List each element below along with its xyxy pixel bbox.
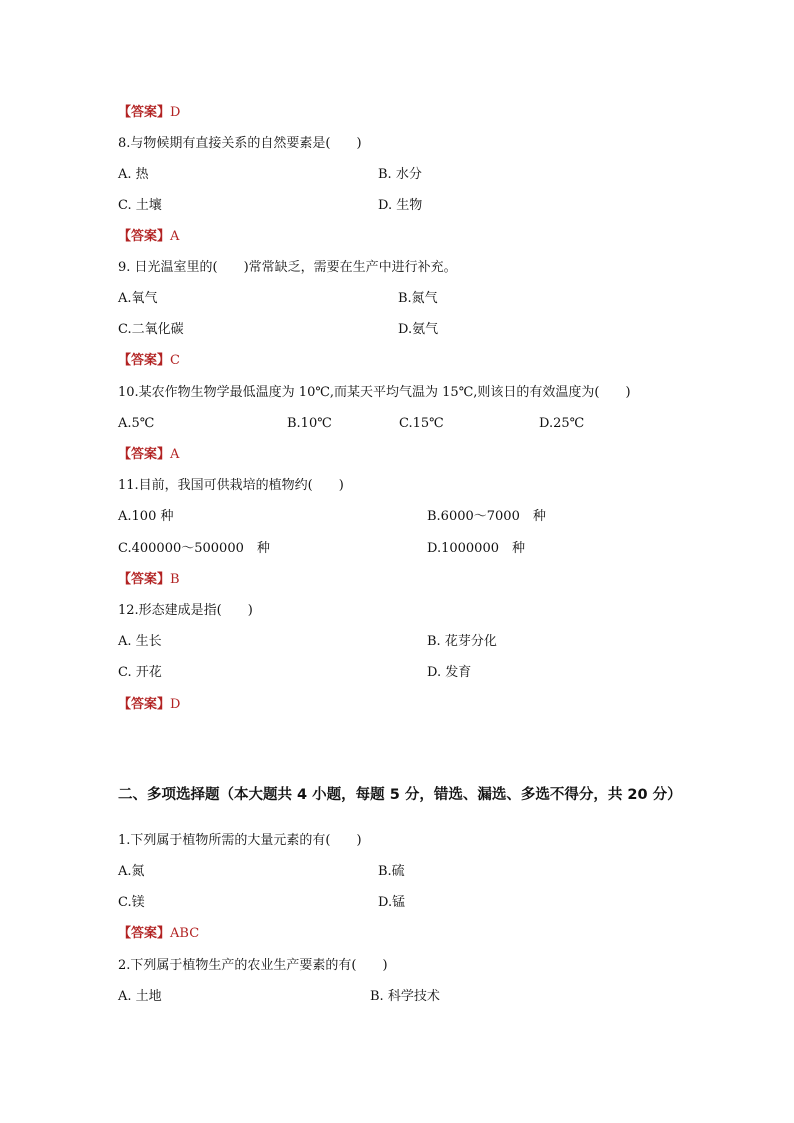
m1-option-b: B.硫 [378,864,405,879]
answer-label: 【答案】 [118,572,171,587]
m2-option-b: B. 科学技术 [370,989,440,1004]
q9-option-b: B.氮气 [398,291,438,306]
answer-q10 [118,447,179,463]
answer-label: 【答案】 [118,353,171,368]
section-2-heading: 二、多项选择题（本大题共 4 小题，每题 5 分，错选、漏选、多选不得分，共 20 分） [118,787,682,803]
q11-option-d: D.1000000 种 [427,541,525,556]
answer-value: A [170,229,180,244]
q9-option-d: D.氨气 [398,322,439,337]
answer-label: 【答案】 [118,926,171,941]
answer-q11 [118,572,180,588]
q12-option-d: D. 发育 [427,665,472,680]
q8-option-c: C. 土壤 [118,198,162,213]
answer-label: 【答案】 [118,229,171,244]
answer-value: C [170,353,180,368]
answer-label: 【答案】 [118,105,171,120]
answer-q12 [118,697,180,713]
answer-value: D [170,697,181,712]
q11-option-b: B.6000～7000 种 [427,509,546,524]
question-11-stem: 11.目前，我国可供栽培的植物约( ) [118,478,344,493]
m1-option-d: D.锰 [378,895,406,910]
multi-question-2-stem: 2.下列属于植物生产的农业生产要素的有( ) [118,958,388,973]
answer-label: 【答案】 [118,447,171,462]
q8-option-b: B. 水分 [378,167,422,182]
answer-value: B [170,572,180,587]
q11-option-c: C.400000～500000 种 [118,541,270,556]
m2-option-a: A. 土地 [118,989,162,1004]
answer-value: ABC [170,926,200,941]
answer-m1 [118,926,199,942]
answer-q8 [118,229,179,245]
answer-prev [118,105,180,121]
m1-option-a: A.氮 [118,864,145,879]
answer-q9 [118,353,180,369]
question-10-stem: 10.某农作物生物学最低温度为 10℃,而某天平均气温为 15℃,则该日的有效温度为( ) [118,385,631,400]
q12-option-a: A. 生长 [118,634,162,649]
q9-option-c: C.二氧化碳 [118,322,184,337]
m1-option-c: C.镁 [118,895,145,910]
q8-option-d: D. 生物 [378,198,423,213]
q11-option-a: A.100 种 [118,509,174,524]
q12-option-c: C. 开花 [118,665,162,680]
multi-question-1-stem: 1.下列属于植物所需的大量元素的有( ) [118,833,362,848]
answer-value: A [170,447,180,462]
q8-option-a: A. 热 [118,167,149,182]
q12-option-b: B. 花芽分化 [427,634,497,649]
q10-option-b: B.10℃ [287,416,332,431]
question-9-stem: 9. 日光温室里的( )常常缺乏，需要在生产中进行补充。 [118,260,457,275]
answer-label: 【答案】 [118,697,171,712]
answer-value: D [170,105,181,120]
q10-option-a: A.5℃ [118,416,155,431]
question-12-stem: 12.形态建成是指( ) [118,603,253,618]
q10-option-d: D.25℃ [539,416,585,431]
q10-option-c: C.15℃ [399,416,444,431]
q9-option-a: A.氧气 [118,291,158,306]
question-8-stem: 8.与物候期有直接关系的自然要素是( ) [118,136,362,151]
